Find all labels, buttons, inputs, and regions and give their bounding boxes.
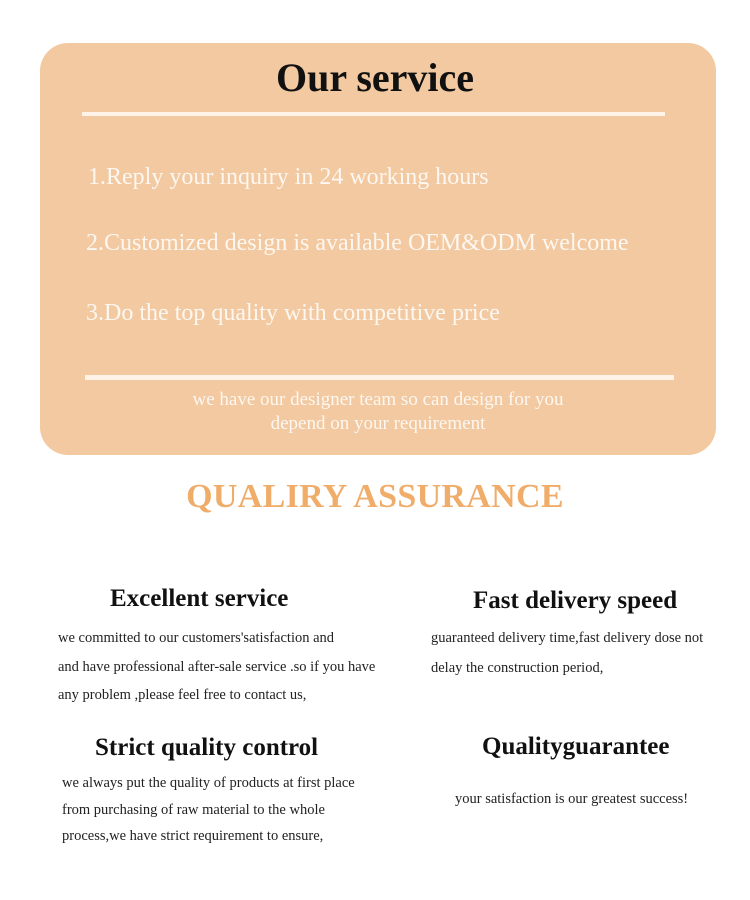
feature-text-excellent-service-3: any problem ,please feel free to contact us, (58, 687, 307, 703)
feature-heading-strict-quality-control: Strict quality control (95, 734, 319, 761)
feature-text-fast-delivery-1: guaranteed delivery time,fast delivery dose not (431, 630, 704, 646)
service-title: Our service (275, 55, 475, 100)
feature-text-quality-guarantee-1: your satisfaction is our greatest success! (455, 791, 689, 807)
service-item-customized-design: 2.Customized design is available OEM&ODM welcome (86, 230, 629, 256)
quality-assurance-title: QUALIRY ASSURANCE (186, 478, 564, 515)
feature-text-fast-delivery-2: delay the construction period, (431, 660, 604, 676)
feature-heading-quality-guarantee: Qualityguarantee (482, 733, 670, 760)
service-item-top-quality: 3.Do the top quality with competitive price (86, 300, 500, 326)
feature-heading-fast-delivery: Fast delivery speed (473, 587, 678, 614)
note-divider (85, 375, 674, 380)
feature-heading-excellent-service: Excellent service (110, 585, 289, 612)
feature-text-strict-quality-control-3: process,we have strict requirement to ensure, (62, 828, 324, 844)
feature-text-strict-quality-control-1: we always put the quality of products at first place (62, 775, 355, 791)
service-note-line-2: depend on your requirement (270, 413, 486, 434)
service-note-line-1: we have our designer team so can design for you (192, 389, 564, 410)
feature-text-excellent-service-2: and have professional after-sale service .so if you have (58, 659, 376, 675)
feature-text-strict-quality-control-2: from purchasing of raw material to the whole (62, 802, 325, 818)
service-item-reply: 1.Reply your inquiry in 24 working hours (88, 164, 489, 190)
feature-text-excellent-service-1: we committed to our customers'satisfaction and (58, 630, 335, 646)
title-divider (82, 112, 665, 116)
